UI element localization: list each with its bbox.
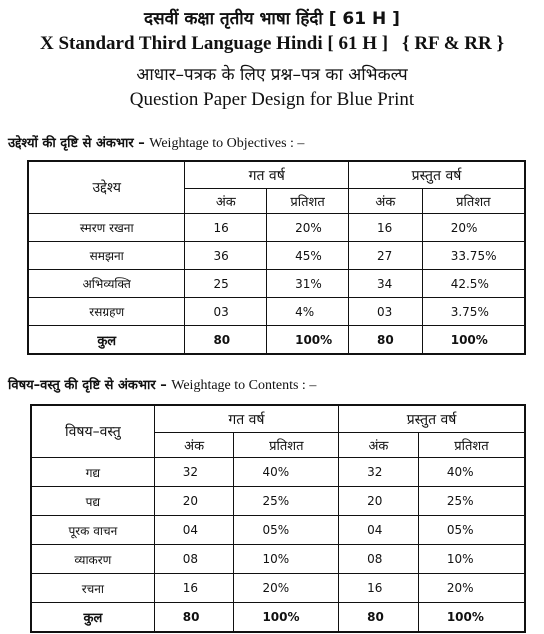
cell-curr-percent: 20% (418, 574, 525, 603)
cell-prev-marks: 20 (154, 487, 234, 516)
title-english-text: X Standard Third Language Hindi [ 61 H ] (40, 33, 389, 54)
row-label: रचना (31, 574, 154, 603)
cell-curr-percent: 33.75% (422, 242, 525, 270)
header-previous-year: गत वर्ष (154, 405, 338, 433)
row-label: व्याकरण (31, 545, 154, 574)
cell-curr-marks: 08 (339, 545, 419, 574)
cell-curr-percent: 3.75% (422, 298, 525, 326)
total-prev-marks: 80 (185, 326, 267, 355)
table-row (28, 270, 525, 298)
contents-caption-english: Weightage to Contents : – (171, 378, 317, 393)
total-prev-percent: 100% (267, 326, 349, 355)
objectives-caption (8, 133, 304, 152)
cell-prev-marks: 16 (185, 214, 267, 242)
cell-curr-marks: 27 (348, 242, 422, 270)
total-label: कुल (31, 603, 154, 633)
row-label: स्मरण रखना (28, 214, 185, 242)
header-previous-year: गत वर्ष (185, 161, 349, 189)
total-curr-percent: 100% (422, 326, 525, 355)
table-row (31, 516, 525, 545)
header-percent: प्रतिशत (422, 189, 525, 214)
cell-prev-marks: 03 (185, 298, 267, 326)
cell-curr-marks: 32 (339, 458, 419, 487)
cell-prev-percent: 45% (267, 242, 349, 270)
cell-prev-percent: 05% (234, 516, 339, 545)
row-label: अभिव्यक्ति (28, 270, 185, 298)
subtitle-hindi: आधार–पत्रक के लिए प्रश्न–पत्र का अभिकल्प (136, 65, 408, 85)
contents-table (30, 404, 526, 633)
subtitle-english: Question Paper Design for Blue Print (129, 89, 415, 110)
table-row (31, 545, 525, 574)
cell-prev-percent: 20% (267, 214, 349, 242)
header-marks: अंक (348, 189, 422, 214)
cell-prev-marks: 36 (185, 242, 267, 270)
table-row (28, 214, 525, 242)
cell-curr-marks: 20 (339, 487, 419, 516)
cell-curr-marks: 16 (348, 214, 422, 242)
cell-prev-marks: 04 (154, 516, 234, 545)
header-percent: प्रतिशत (418, 433, 525, 458)
table-row (31, 574, 525, 603)
objectives-table (27, 160, 526, 355)
row-label: पद्य (31, 487, 154, 516)
cell-prev-marks: 25 (185, 270, 267, 298)
header-current-year: प्रस्तुत वर्ष (348, 161, 525, 189)
row-label: रसग्रहण (28, 298, 185, 326)
title-english (0, 33, 544, 55)
cell-prev-marks: 16 (154, 574, 234, 603)
header-marks: अंक (185, 189, 267, 214)
header-percent: प्रतिशत (267, 189, 349, 214)
cell-curr-percent: 05% (418, 516, 525, 545)
cell-curr-percent: 20% (422, 214, 525, 242)
cell-curr-percent: 42.5% (422, 270, 525, 298)
header-marks: अंक (154, 433, 234, 458)
contents-caption-hindi: विषय–वस्तु की दृष्टि से अंकभार – (8, 378, 167, 393)
cell-prev-percent: 31% (267, 270, 349, 298)
total-label: कुल (28, 326, 185, 355)
header-content: विषय–वस्तु (31, 405, 154, 458)
row-label: पूरक वाचन (31, 516, 154, 545)
header-objective: उद्देश्य (28, 161, 185, 214)
total-curr-marks: 80 (348, 326, 422, 355)
total-prev-percent: 100% (234, 603, 339, 633)
table-row (28, 298, 525, 326)
table-row (31, 487, 525, 516)
cell-prev-percent: 20% (234, 574, 339, 603)
cell-prev-percent: 25% (234, 487, 339, 516)
total-row (28, 326, 525, 355)
cell-prev-marks: 08 (154, 545, 234, 574)
total-row (31, 603, 525, 633)
cell-curr-percent: 10% (418, 545, 525, 574)
cell-prev-marks: 32 (154, 458, 234, 487)
table-row (31, 458, 525, 487)
cell-curr-marks: 04 (339, 516, 419, 545)
row-label: गद्य (31, 458, 154, 487)
objectives-caption-hindi: उद्देश्यों की दृष्टि से अंकभार – (8, 136, 145, 151)
total-curr-percent: 100% (418, 603, 525, 633)
cell-prev-percent: 10% (234, 545, 339, 574)
objectives-caption-english: Weightage to Objectives : – (149, 136, 305, 151)
title-hindi: दसवीं कक्षा तृतीय भाषा हिंदी [ 61 H ] (144, 9, 400, 29)
cell-curr-marks: 16 (339, 574, 419, 603)
header-marks: अंक (339, 433, 419, 458)
header-percent: प्रतिशत (234, 433, 339, 458)
cell-curr-marks: 34 (348, 270, 422, 298)
total-prev-marks: 80 (154, 603, 234, 633)
total-curr-marks: 80 (339, 603, 419, 633)
cell-prev-percent: 4% (267, 298, 349, 326)
contents-caption (8, 375, 316, 394)
table-row (28, 242, 525, 270)
cell-prev-percent: 40% (234, 458, 339, 487)
header-current-year: प्रस्तुत वर्ष (339, 405, 525, 433)
row-label: समझना (28, 242, 185, 270)
cell-curr-percent: 25% (418, 487, 525, 516)
rf-rr-tag: { RF & RR } (402, 33, 504, 54)
cell-curr-marks: 03 (348, 298, 422, 326)
cell-curr-percent: 40% (418, 458, 525, 487)
